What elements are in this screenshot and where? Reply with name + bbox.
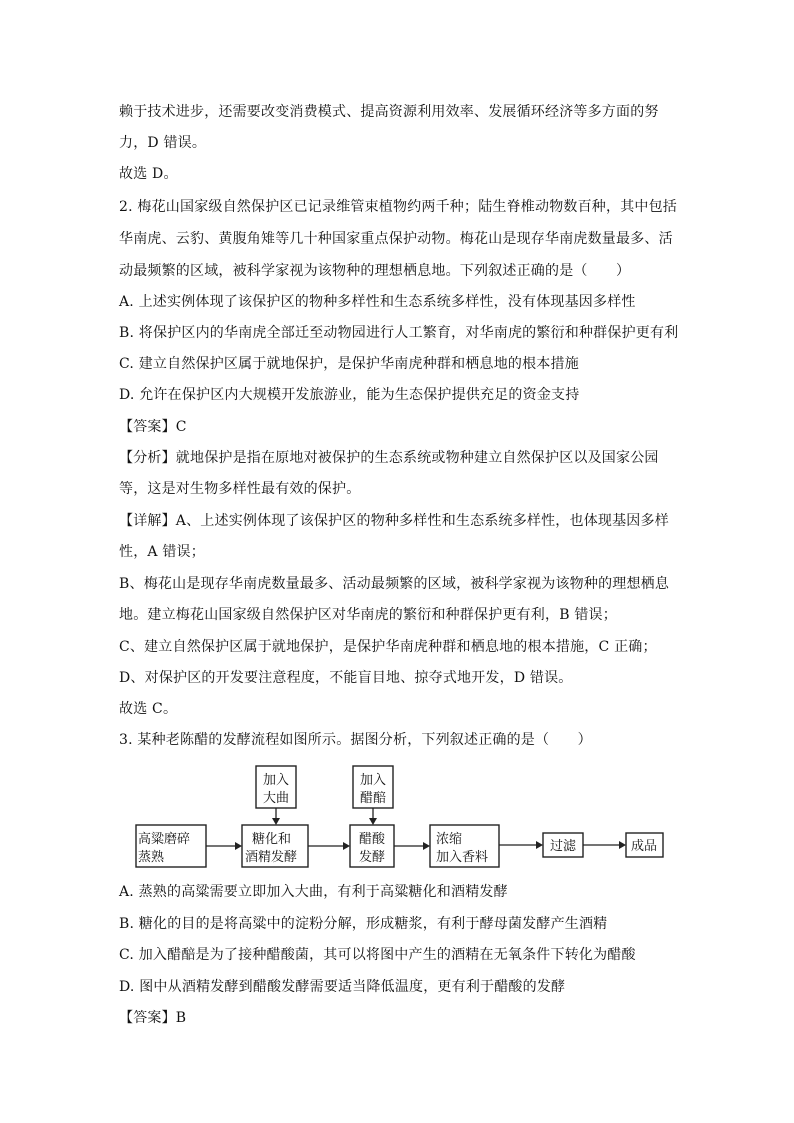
text-line: 力，D 错误。 (119, 135, 207, 151)
text-line: C、建立自然保护区属于就地保护，是保护华南虎种群和栖息地的根本措施，C 正确； (119, 639, 657, 655)
text-line: B、梅花山是现存华南虎数量最多、活动最频繁的区域，被科学家视为该物种的理想栖息 (119, 576, 670, 592)
box-text: 成品 (630, 839, 658, 854)
text-line: 故选 D。 (119, 166, 178, 182)
question-3-stem: 3. 某种老陈醋的发酵流程如图所示。据图分析，下列叙述正确的是（ ） (119, 732, 592, 748)
box-text: 加入 (359, 773, 387, 788)
box-text: 发酵 (358, 850, 386, 865)
arrow-right-4 (499, 841, 543, 849)
box-filter (543, 833, 583, 857)
box-concentrate (430, 825, 499, 867)
analysis: 【分析】就地保护是指在原地对被保护的生态系统或物种建立自然保护区以及国家公园 (119, 450, 659, 466)
box-acetic-fermentation (350, 825, 394, 867)
text-line: 赖于技术进步，还需要改变消费模式、提高资源利用效率、发展循环经济等多方面的努 (119, 104, 659, 120)
box-text: 浓缩 (436, 832, 463, 847)
text-line: 华南虎、云豹、黄腹角雉等几十种国家重点保护动物。梅花山是现存华南虎数量最多、活 (119, 231, 673, 247)
box-text: 酒精发酵 (245, 850, 298, 865)
arrow-down-2 (369, 808, 377, 825)
explanation: 【详解】A、上述实例体现了该保护区的物种多样性和生态系统多样性，也体现基因多样 (119, 513, 669, 529)
text-line: 故选 C。 (119, 701, 178, 717)
option-c: C. 建立自然保护区属于就地保护，是保护华南虎种群和栖息地的根本措施 (119, 356, 579, 372)
answer: 【答案】C (119, 419, 187, 435)
box-text: 加入香料 (436, 850, 489, 865)
box-text: 大曲 (262, 791, 290, 806)
text-line: 性，A 错误； (119, 544, 205, 560)
box-text: 糖化和 (252, 832, 292, 847)
text-line: D、对保护区的开发要注意程度，不能盲目地、掠夺式地开发，D 错误。 (119, 670, 573, 686)
option-c: C. 加入醋醅是为了接种醋酸菌，其可以将图中产生的酒精在无氧条件下转化为醋酸 (119, 947, 636, 963)
box-text: 醋醅 (359, 791, 387, 806)
box-add-cupei (353, 766, 393, 808)
arrow-down-1 (272, 808, 280, 825)
option-d: D. 图中从酒精发酵到醋酸发酵需要适当降低温度，更有利于醋酸的发酵 (119, 979, 566, 995)
box-text: 过滤 (549, 839, 577, 854)
option-a: A. 上述实例体现了该保护区的物种多样性和生态系统多样性，没有体现基因多样性 (119, 294, 636, 310)
box-text: 醋酸 (358, 832, 386, 847)
box-add-daqu (256, 766, 296, 808)
arrow-right-2 (308, 842, 350, 850)
box-text: 高粱磨碎 (138, 832, 191, 847)
arrow-right-1 (206, 842, 242, 850)
option-b: B. 糖化的目的是将高粱中的淀粉分解，形成糖浆，有利于酵母菌发酵产生酒精 (119, 916, 608, 932)
text-line: 等，这是对生物多样性最有效的保护。 (119, 481, 361, 497)
text-line: 动最频繁的区域，被科学家视为该物种的理想栖息地。下列叙述正确的是（ ） (119, 263, 631, 279)
text-line: 地。建立梅花山国家级自然保护区对华南虎的繁衍和种群保护更有利，B 错误； (119, 607, 617, 623)
option-b: B. 将保护区内的华南虎全部迁至动物园进行人工繁育，对华南虎的繁衍和种群保护更有利 (119, 325, 679, 341)
box-text: 加入 (262, 773, 290, 788)
answer: 【答案】B (119, 1010, 187, 1026)
box-product (626, 833, 663, 857)
arrow-right-5 (583, 841, 626, 849)
option-a: A. 蒸熟的高粱需要立即加入大曲，有利于高粱糖化和酒精发酵 (119, 884, 508, 900)
arrow-right-3 (394, 842, 430, 850)
box-sorghum (136, 825, 206, 867)
option-d: D. 允许在保护区内大规模开发旅游业，能为生态保护提供充足的资金支持 (119, 387, 580, 403)
question-2-stem: 2. 梅花山国家级自然保护区已记录维管束植物约两千种；陆生脊椎动物数百种，其中包括 (119, 199, 678, 215)
box-text: 蒸熟 (138, 850, 165, 865)
box-saccharification (242, 825, 308, 867)
